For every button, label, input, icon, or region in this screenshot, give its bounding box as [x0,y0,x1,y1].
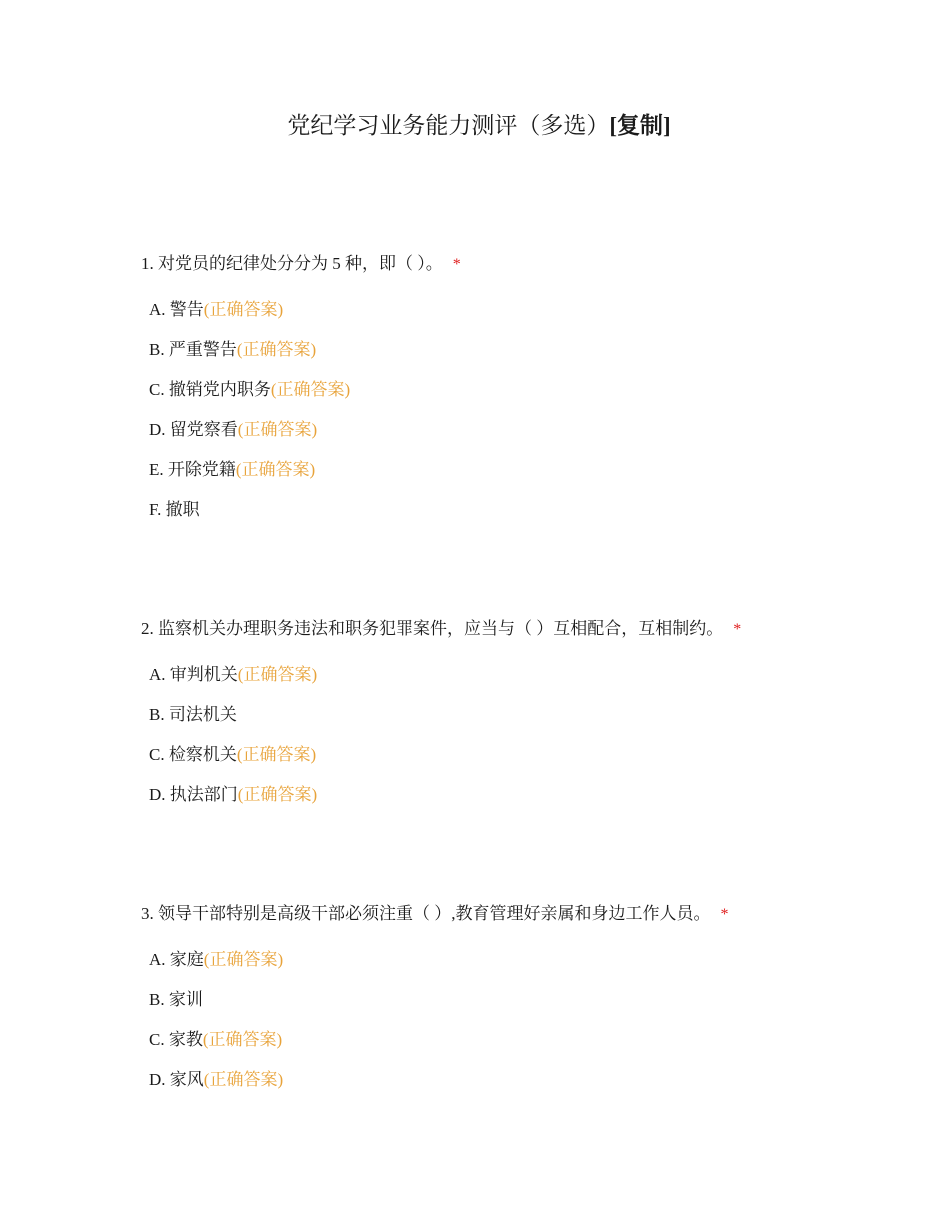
option-d [149,783,901,823]
option-text: B. 严重警告 [149,340,237,359]
document-title [0,110,950,142]
option-b [149,988,901,1028]
option-text: D. 留党察看 [149,420,238,439]
option-text: A. 家庭 [149,950,204,969]
correct-answer-label: (正确答案) [203,1070,284,1089]
question-2-text: 2. 监察机关办理职务违法和职务犯罪案件，应当与（ ）互相配合，互相制约。 [141,619,724,638]
required-mark: * [720,906,729,923]
option-text: D. 执法部门 [149,785,238,804]
correct-answer-label: (正确答案) [203,300,284,319]
correct-answer-label: (正确答案) [202,1030,283,1049]
option-f [149,498,901,538]
question-3 [141,902,901,1108]
required-mark: * [452,256,461,273]
option-text: F. 撤职 [149,500,200,519]
option-a [149,298,901,338]
correct-answer-label: (正确答案) [236,340,317,359]
options-list [141,948,901,1108]
correct-answer-label: (正确答案) [237,785,318,804]
title-main: 党纪学习业务能力测评（多选） [287,113,610,138]
option-d [149,418,901,458]
option-text: B. 家训 [149,990,203,1009]
option-text: E. 开除党籍 [149,460,236,479]
options-list [141,663,901,823]
option-b [149,338,901,378]
correct-answer-label: (正确答案) [237,420,318,439]
option-c [149,378,901,418]
question-1 [141,252,901,538]
title-copy-suffix: [复制] [609,113,671,138]
option-text: C. 家教 [149,1030,203,1049]
question-2 [141,617,901,823]
option-text: C. 检察机关 [149,745,237,764]
option-text: A. 警告 [149,300,204,319]
required-mark: * [733,621,742,638]
option-text: B. 司法机关 [149,705,237,724]
question-text [141,617,901,641]
option-c [149,743,901,783]
options-list [141,298,901,538]
correct-answer-label: (正确答案) [235,460,316,479]
question-text [141,902,901,926]
option-a [149,663,901,703]
option-e [149,458,901,498]
option-d [149,1068,901,1108]
correct-answer-label: (正确答案) [236,745,317,764]
question-1-text: 1. 对党员的纪律处分分为 5 种，即（ ）。 [141,254,443,273]
option-text: A. 审判机关 [149,665,238,684]
correct-answer-label: (正确答案) [203,950,284,969]
question-3-text: 3. 领导干部特别是高级干部必须注重（ ）,教育管理好亲属和身边工作人员。 [141,904,711,923]
option-text: C. 撤销党内职务 [149,380,271,399]
correct-answer-label: (正确答案) [237,665,318,684]
option-text: D. 家风 [149,1070,204,1089]
question-text [141,252,901,276]
option-c [149,1028,901,1068]
option-b [149,703,901,743]
correct-answer-label: (正确答案) [270,380,351,399]
option-a [149,948,901,988]
